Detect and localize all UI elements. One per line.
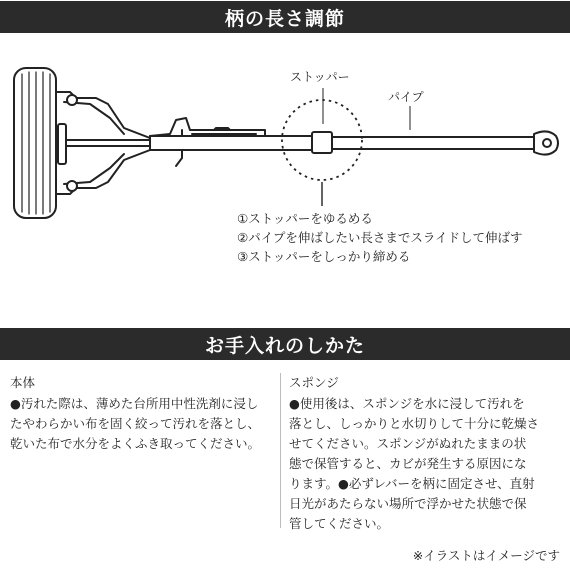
care-sponge-line: 管してください。 — [289, 516, 390, 531]
column-divider — [280, 373, 281, 528]
section-title-text: 柄の長さ調節 — [224, 7, 345, 30]
care-body-line: 乾いた布で水分をよくふき取ってください。 — [10, 436, 261, 451]
section-title-care — [0, 328, 570, 360]
sponge-roller-icon — [14, 68, 56, 218]
pipe-icon — [332, 137, 536, 149]
section-title-text: お手入れのしかた — [204, 334, 365, 357]
section-title-handle-length — [0, 1, 570, 33]
care-sponge-line: せてください。スポンジがぬれたままの状 — [289, 436, 527, 451]
care-sponge-line: 日光があたらない場所で浮かせた状態で保 — [289, 496, 527, 511]
illustration-disclaimer: ※イラストはイメージです — [412, 548, 560, 563]
pipe-label: パイプ — [388, 90, 424, 104]
care-body-line: たやわらかい布を固く絞って汚れを落とし、 — [10, 416, 261, 431]
stopper-label: ストッパー — [290, 70, 350, 84]
care-sponge-line: ります。●必ずレバーを柄に固定させ、直射 — [289, 476, 535, 491]
adjust-step: ②パイプを伸ばしたい長さまでスライドして伸ばす — [237, 230, 523, 245]
stopper-icon — [312, 132, 332, 153]
adjust-step: ①ストッパーをゆるめる — [237, 211, 373, 226]
care-body-heading: 本体 — [10, 375, 36, 390]
care-body-line: ●汚れた際は、薄めた台所用中性洗剤に浸し — [10, 396, 259, 411]
care-sponge-line: 態で保管すると、カビが発生する原因にな — [289, 456, 527, 471]
care-sponge-column — [289, 373, 561, 534]
handle-rod-icon — [150, 136, 312, 150]
adjust-step: ③ストッパーをしっかり締める — [237, 249, 411, 264]
adjust-steps-list — [237, 209, 522, 266]
care-body-column — [10, 373, 272, 454]
care-sponge-heading: スポンジ — [289, 375, 339, 390]
mop-head-frame-icon — [56, 92, 150, 194]
hanging-ring-icon — [534, 131, 558, 154]
care-sponge-line: 落とし、しっかりと水切りして十分に乾燥さ — [289, 416, 540, 431]
care-sponge-line: ●使用後は、スポンジを水に浸して汚れを — [289, 396, 525, 411]
